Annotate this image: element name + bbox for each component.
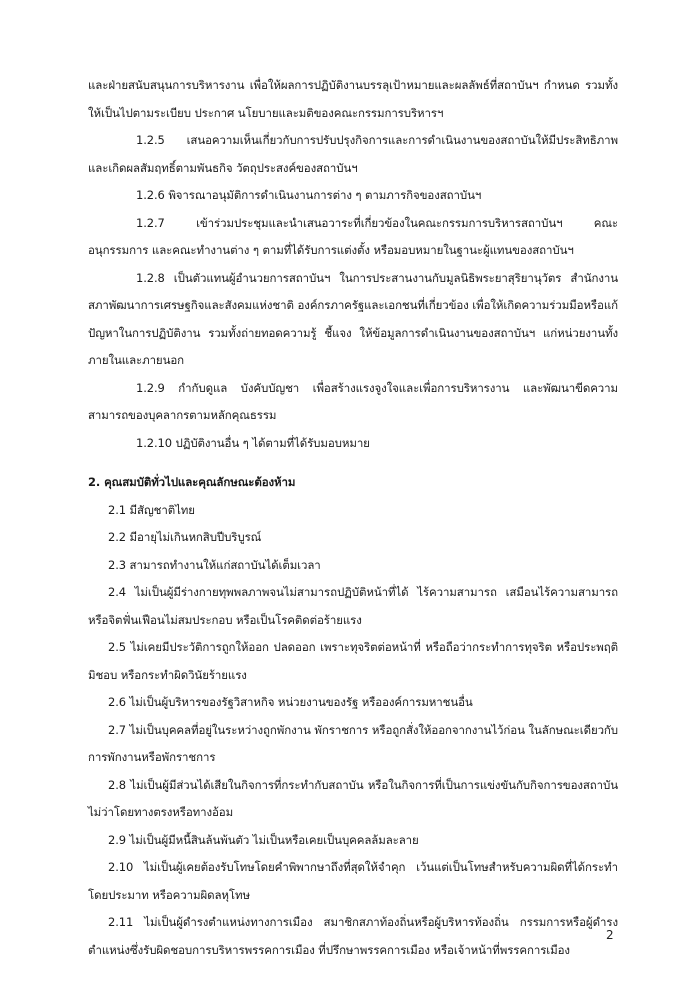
clause-1-2-6: 1.2.6 พิจารณาอนุมัติการดำเนินงานการต่าง ๆ ตามภารกิจของสถาบันฯ <box>136 188 482 202</box>
clause-2-1: 2.1 มีสัญชาติไทย <box>108 502 195 517</box>
clause-2-9: 2.9 ไม่เป็นผู้มีหนี้สินล้นพ้นตัว ไม่เป็นหรือเคยเป็นบุคคลล้มละลาย <box>108 832 419 847</box>
intro-paragraph: และฝ่ายสนับสนุนการบริหารงาน เพื่อให้ผลการปฏิบัติงานบรรลุเป้าหมายและผลลัพธ์ที่สถาบันฯ กำหนด รวมทั้งให้เป็นไปตามระเบียบ ประกาศ นโยบายและมติของคณะกรรมการบริหารฯ <box>88 78 618 120</box>
clause-1-2-9: 1.2.9 กำกับดูแล บังคับบัญชา เพื่อสร้างแรงจูงใจและเพื่อการบริหารงาน และพัฒนาขีดความสามารถของบุคลากรตามหลักคุณธรรม <box>88 380 618 422</box>
clause-2-5: 2.5 ไม่เคยมีประวัติการถูกให้ออก ปลดออก เพราะทุจริตต่อหน้าที่ หรือถือว่ากระทำการทุจริต หรือประพฤติมิชอบ หรือกระทำผิดวินัยร้ายแรง <box>88 640 618 682</box>
clause-2-10: 2.10 ไม่เป็นผู้เคยต้องรับโทษโดยคำพิพากษาถึงที่สุดให้จำคุก เว้นแต่เป็นโทษสำหรับความผิดที่ได้กระทำโดยประมาท หรือความผิดลหุโทษ <box>88 860 618 902</box>
clause-2-7: 2.7 ไม่เป็นบุคคลที่อยู่ในระหว่างถูกพักงาน พักราชการ หรือถูกสั่งให้ออกจากงานไว้ก่อน ในลักษณะเดียวกับการพักงานหรือพักราชการ <box>88 722 618 764</box>
clause-2-4: 2.4 ไม่เป็นผู้มีร่างกายทุพพลภาพจนไม่สามารถปฏิบัติหน้าที่ได้ ไร้ความสามารถ เสมือนไร้ความสามารถ หรือจิตฟั่นเฟือนไม่สมประกอบ หรือเป็นโรคติดต่อร้ายแรง <box>88 585 618 627</box>
clause-1-2-5: 1.2.5 เสนอความเห็นเกี่ยวกับการปรับปรุงกิจการและการดำเนินงานของสถาบันให้มีประสิทธิภาพและเกิดผลสัมฤทธิ์ตามพันธกิจ วัตถุประสงค์ของสถาบันฯ <box>88 133 618 175</box>
page-number: 2 <box>606 928 614 942</box>
clause-2-11: 2.11 ไม่เป็นผู้ดำรงตำแหน่งทางการเมือง สมาชิกสภาท้องถิ่นหรือผู้บริหารท้องถิ่น กรรมการหรือผู้ดำรงตำแหน่งซึ่งรับผิดชอบการบริหารพรรคการเมือง ที่ปรึกษาพรรคการเมือง หรือเจ้าหน้าที่พรรคการเมือง <box>88 915 618 957</box>
clause-1-2-7: 1.2.7 เข้าร่วมประชุมและนำเสนอวาระที่เกี่ยวข้องในคณะกรรมการบริหารสถาบันฯ คณะอนุกรรมการ และคณะทำงานต่าง ๆ ตามที่ได้รับการแต่งตั้ง หรือมอบหมายในฐานะผู้แทนของสถาบันฯ <box>88 215 618 257</box>
document-body <box>88 72 618 964</box>
clause-1-2-10: 1.2.10 ปฏิบัติงานอื่น ๆ ได้ตามที่ได้รับมอบหมาย <box>136 435 370 450</box>
section-2-heading: 2. คุณสมบัติทั่วไปและคุณลักษณะต้องห้าม <box>88 475 296 489</box>
clause-2-3: 2.3 สามารถทำงานให้แก่สถาบันได้เต็มเวลา <box>108 557 321 572</box>
clause-1-2-8: 1.2.8 เป็นตัวแทนผู้อำนวยการสถาบันฯ ในการประสานงานกับมูลนิธิพระยาสุริยานุวัตร สำนักงานสภาพัฒนาการเศรษฐกิจและสังคมแห่งชาติ องค์กรภาครัฐและเอกชนที่เกี่ยวข้อง เพื่อให้เกิดความร่วมมือหรือแก้ปัญหาในการปฏิบัติงาน รวมทั้งถ่ายทอดความรู้ ชี้แจง ให้ข้อมูลการดำเนินงานของสถาบันฯ แก่หน่วยงานทั้งภายในและภายนอก <box>88 270 618 367</box>
section-spacer <box>88 457 618 465</box>
clause-2-6: 2.6 ไม่เป็นผู้บริหารของรัฐวิสาหกิจ หน่วยงานของรัฐ หรือองค์การมหาชนอื่น <box>108 695 473 709</box>
clause-2-8: 2.8 ไม่เป็นผู้มีส่วนได้เสียในกิจการที่กระทำกับสถาบัน หรือในกิจการที่เป็นการแข่งขันกับกิจการของสถาบัน ไม่ว่าโดยทางตรงหรือทางอ้อม <box>88 777 618 819</box>
clause-2-2: 2.2 มีอายุไม่เกินหกสิบปีบริบูรณ์ <box>108 530 262 544</box>
